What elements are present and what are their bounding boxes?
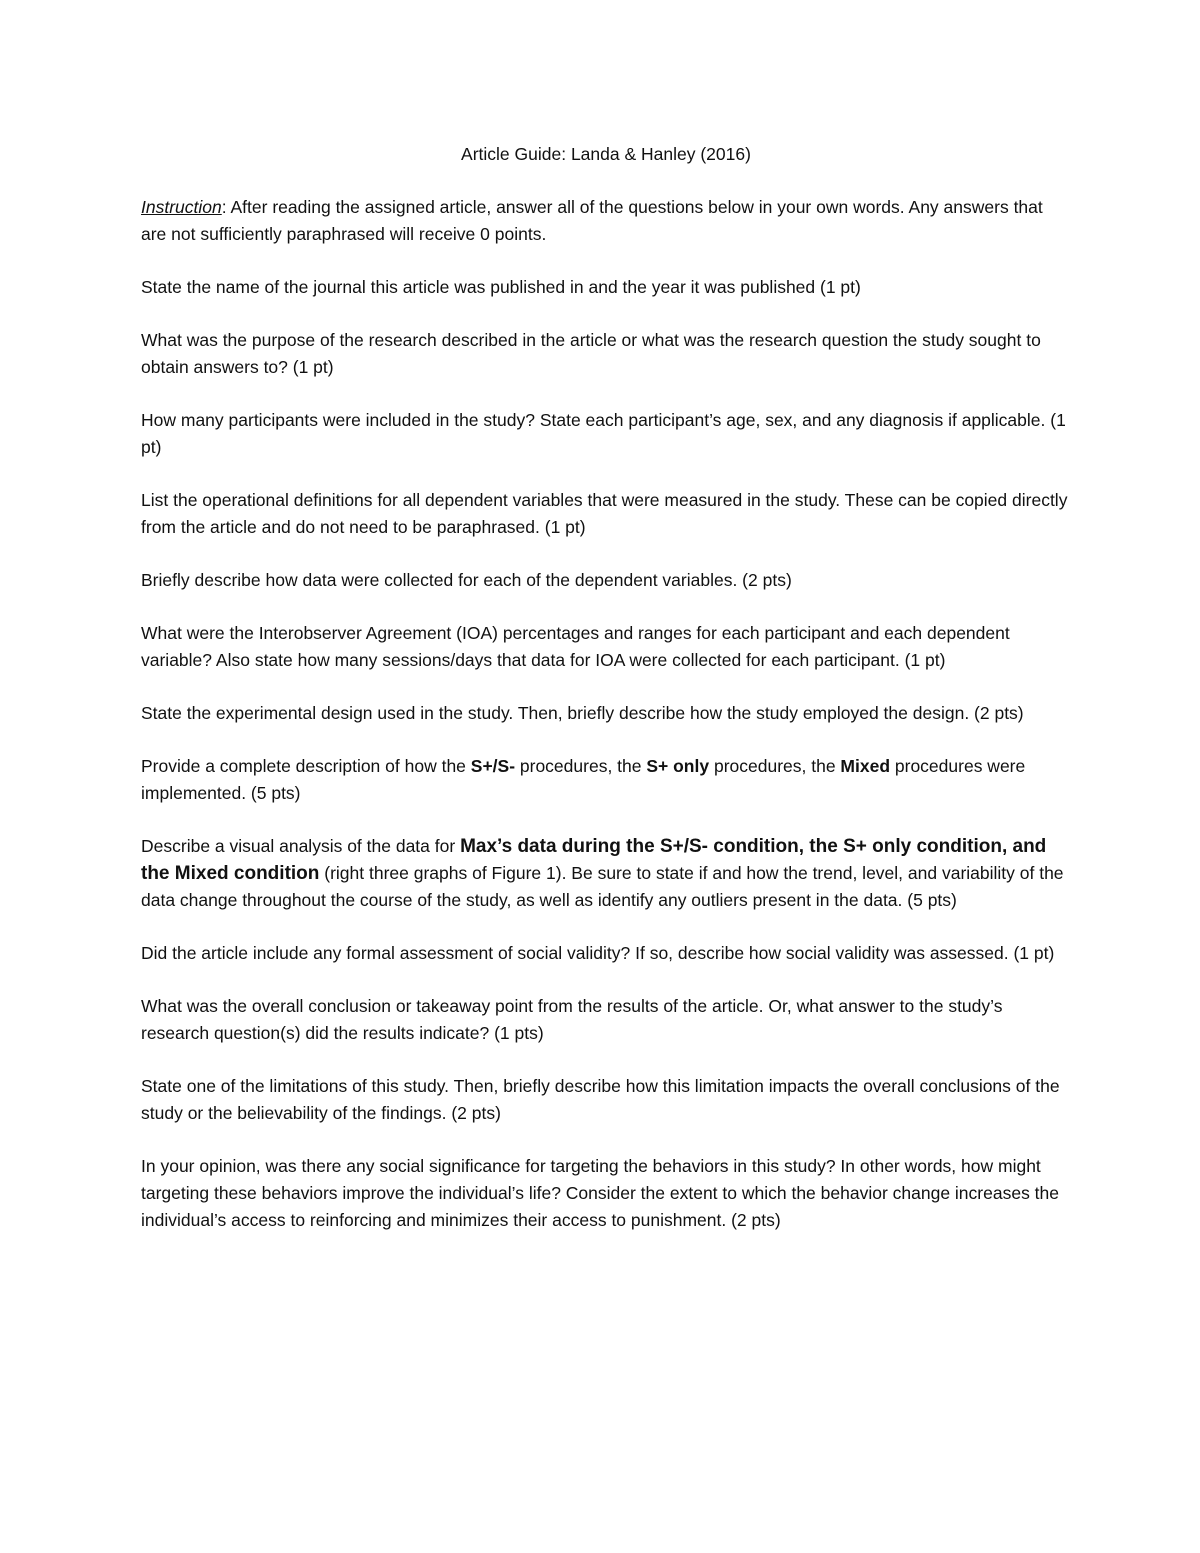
question-8-part-a: Provide a complete description of how the [141, 756, 471, 776]
question-12: State one of the limitations of this study. Then, briefly describe how this limitation impacts the overall conclusions of the study or the believability of the findings. (2 pts) [141, 1076, 1060, 1123]
instruction-paragraph [141, 194, 1071, 248]
question-10: Did the article include any formal assessment of social validity? If so, describe how social validity was assessed. (1 pt) [141, 943, 1055, 963]
question-3: How many participants were included in the study? State each participant’s age, sex, and any diagnosis if applicable. (1 pt) [141, 410, 1066, 457]
question-9-part-c: (right three graphs of Figure 1). Be sure to state if and how the trend, level, and variability of the data change throughout the course of the study, as well as identify any outliers present in the data. (5 pts) [141, 863, 1064, 910]
question-8-part-c: procedures, the [515, 756, 647, 776]
question-8 [141, 753, 1071, 807]
document-content [141, 141, 1071, 1260]
question-8-splus-only: S+ only [646, 756, 710, 776]
question-8-part-g: procedures were implemented. (5 pts) [141, 756, 1026, 803]
question-5: Briefly describe how data were collected for each of the dependent variables. (2 pts) [141, 570, 792, 590]
instruction-colon: : [221, 197, 227, 217]
question-7: State the experimental design used in the study. Then, briefly describe how the study employed the design. (2 pts) [141, 703, 1024, 723]
question-9 [141, 833, 1071, 914]
question-2: What was the purpose of the research described in the article or what was the research question the study sought to obtain answers to? (1 pt) [141, 330, 1041, 377]
question-9-part-a: Describe a visual analysis of the data for [141, 836, 461, 856]
question-8-splus-sminus: S+/S- [470, 756, 516, 776]
question-11: What was the overall conclusion or takeaway point from the results of the article. Or, what answer to the study’s research question(s) did the results indicate? (1 pts) [141, 996, 1003, 1043]
question-8-mixed: Mixed [840, 756, 891, 776]
question-8-part-e: procedures, the [709, 756, 841, 776]
instruction-label: Instruction [141, 197, 222, 217]
question-13: In your opinion, was there any social significance for targeting the behaviors in this study? In other words, how might targeting these behaviors improve the individual’s life? Consider the extent to which the behavior change increases the individual’s access to reinforcing and minimizes their access to punishment. (2 pts) [141, 1156, 1060, 1230]
question-9-emphasis: Max’s data during the S+/S- condition, the S+ only condition, and the Mixed condition [141, 836, 1047, 884]
question-6: What were the Interobserver Agreement (IOA) percentages and ranges for each participant and each dependent variable? Also state how many sessions/days that data for IOA were collected for each participant. (1 pt) [141, 623, 1010, 670]
question-1: State the name of the journal this article was published in and the year it was published (1 pt) [141, 277, 861, 297]
instruction-text: After reading the assigned article, answer all of the questions below in your own words. Any answers that are not sufficiently paraphrased will receive 0 points. [141, 197, 1043, 244]
question-4: List the operational definitions for all dependent variables that were measured in the study. These can be copied directly from the article and do not need to be paraphrased. (1 pt) [141, 490, 1068, 537]
document-title: Article Guide: Landa & Hanley (2016) [461, 144, 751, 164]
